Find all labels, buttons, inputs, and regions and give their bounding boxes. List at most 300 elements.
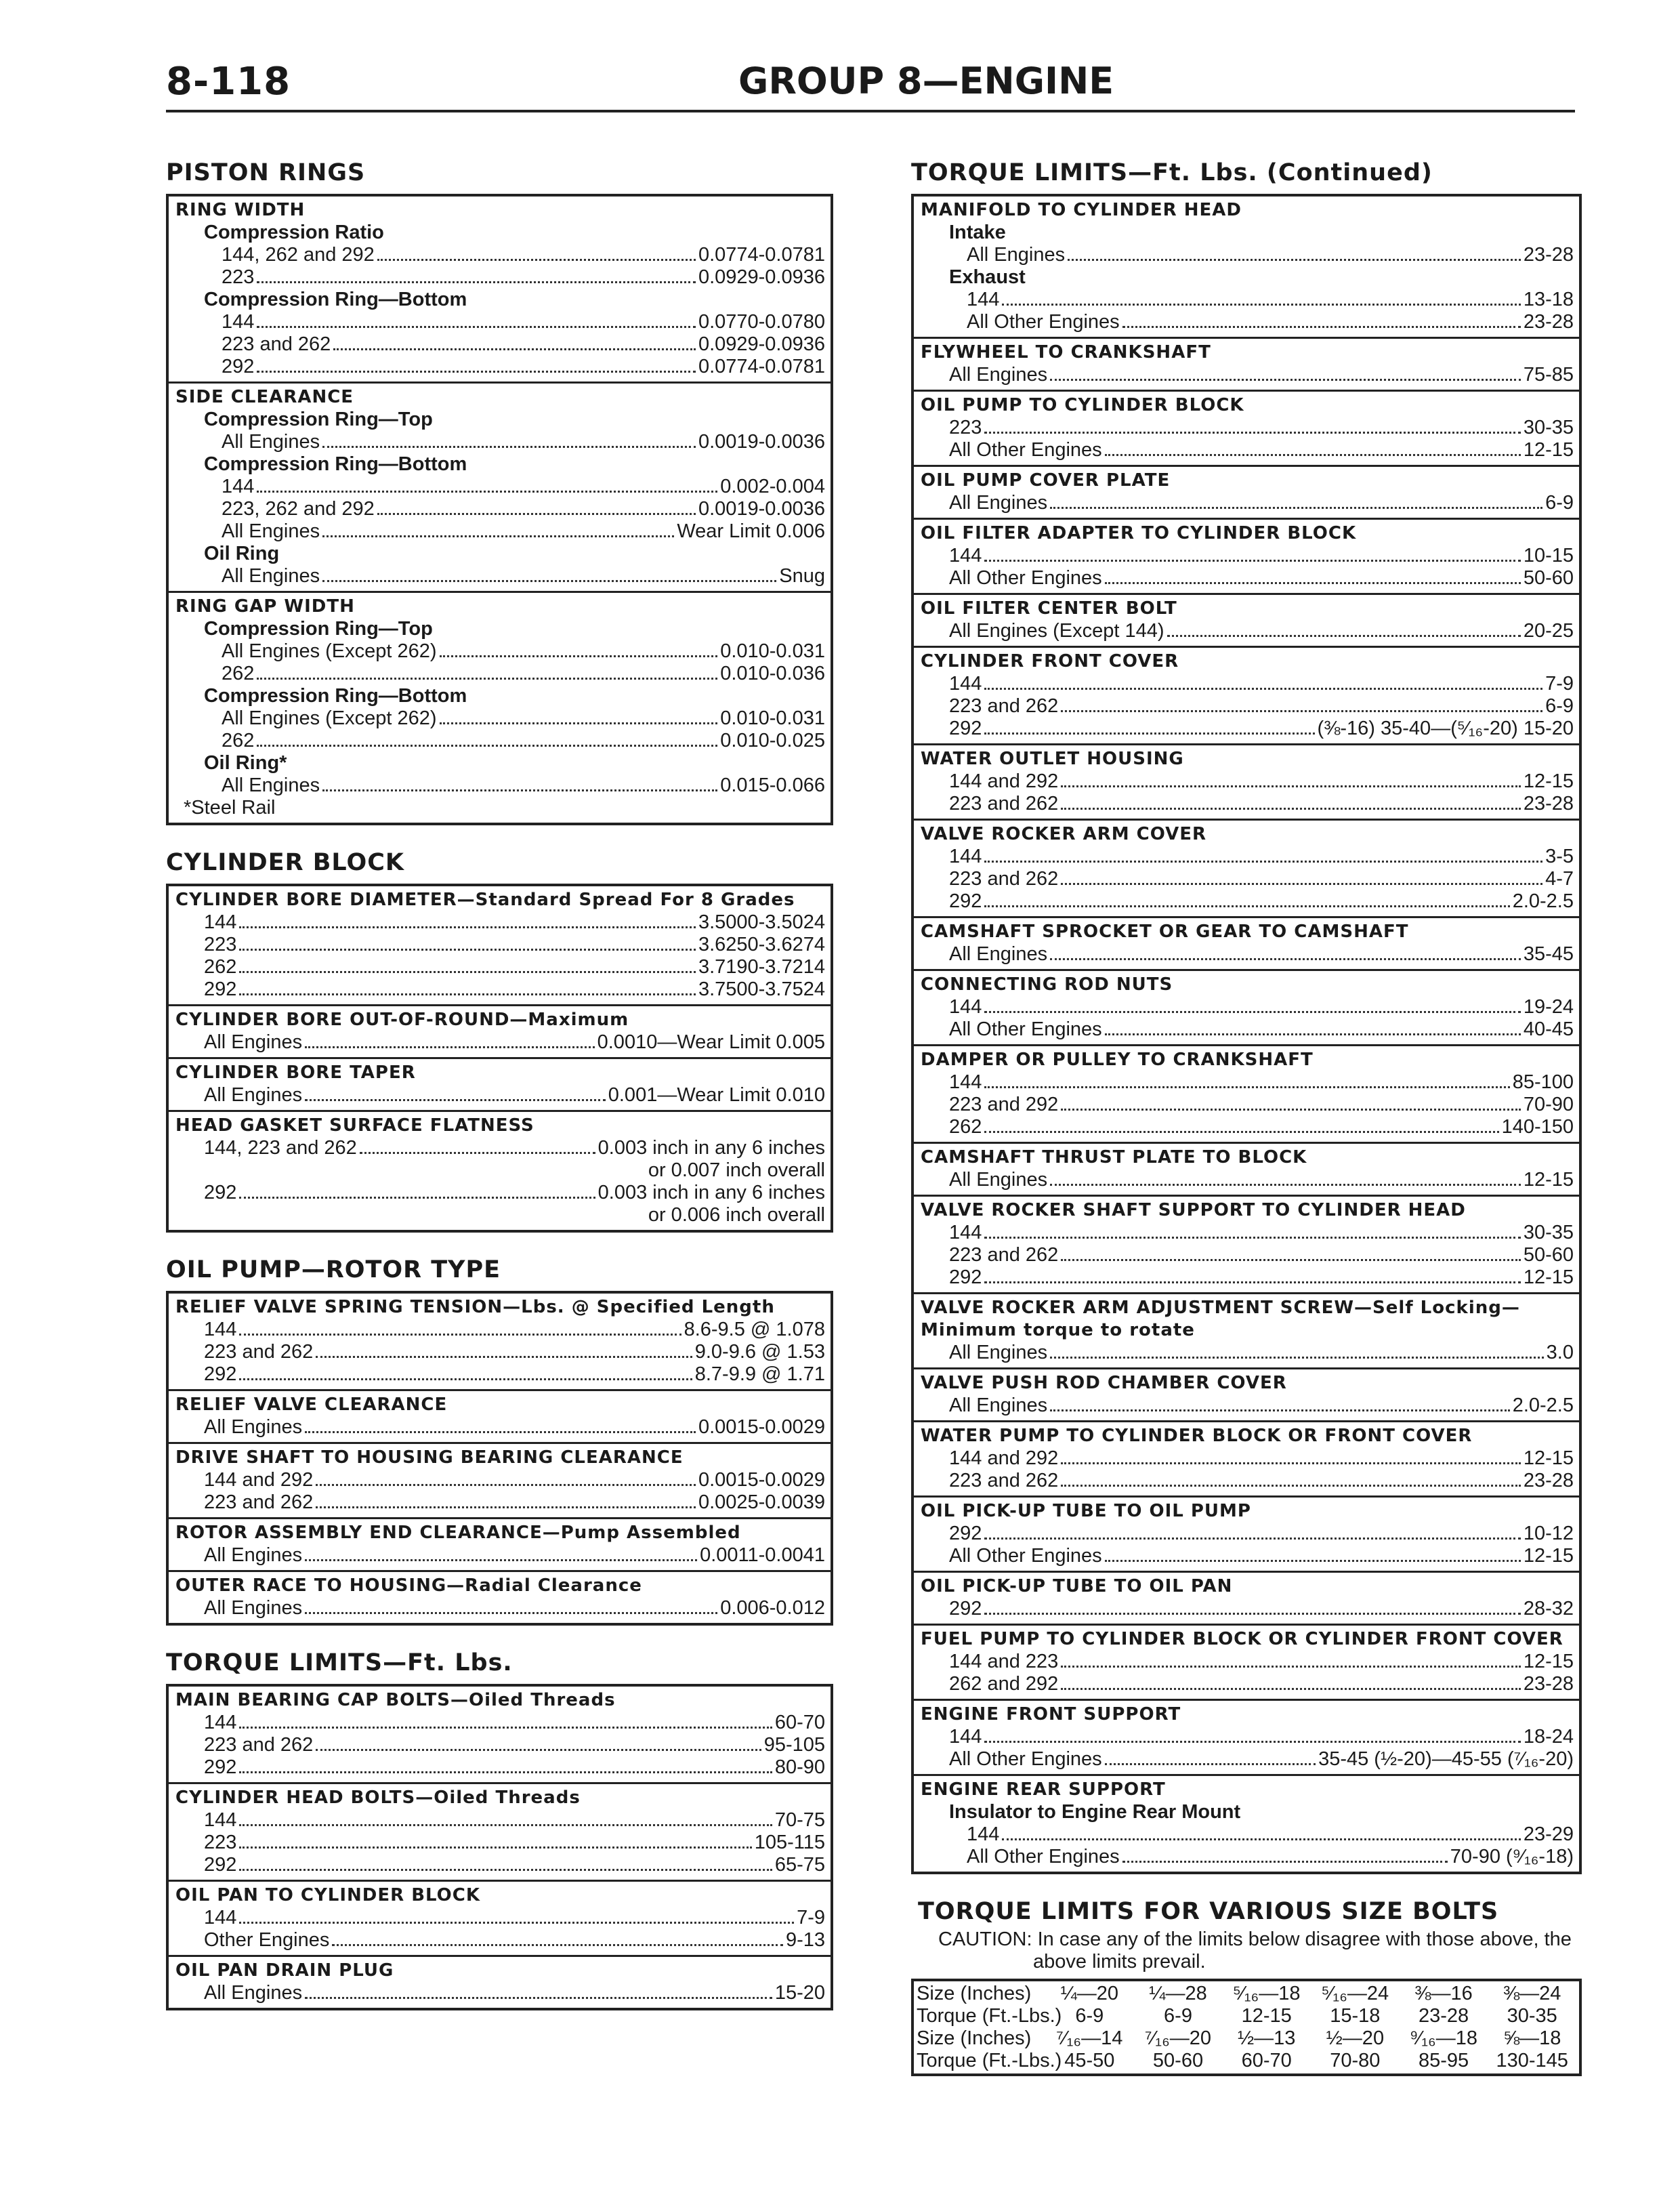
dot-leader <box>1122 326 1521 328</box>
group-heading: WATER OUTLET HOUSING <box>921 749 1184 769</box>
bolt-cell: 130-145 <box>1496 2050 1568 2071</box>
spec-row <box>921 1395 1574 1417</box>
dot-leader <box>1061 785 1521 787</box>
spec-label: 144 <box>949 1071 982 1093</box>
spec-label: 144 <box>967 289 1000 310</box>
spec-section-piston-rings <box>166 156 833 825</box>
group-heading: ROTOR ASSEMBLY END CLEARANCE—Pump Assembled <box>175 1523 741 1543</box>
spec-label: 144 and 292 <box>949 1447 1059 1469</box>
spec-row <box>921 567 1574 590</box>
spec-value: 30-35 <box>1523 1222 1574 1243</box>
dot-leader <box>322 580 776 582</box>
left-column <box>166 156 833 2031</box>
spec-value: 6-9 <box>1545 695 1574 717</box>
spec-label: 144 <box>204 1319 237 1340</box>
spec-group <box>914 197 1579 337</box>
spec-row <box>921 1823 1574 1846</box>
spec-label: 144 <box>222 476 255 497</box>
dot-leader <box>984 1011 1520 1013</box>
spec-value: 35-45 <box>1523 943 1574 965</box>
dot-leader <box>257 491 717 493</box>
section-title: PISTON RINGS <box>166 159 366 186</box>
spec-row <box>175 1416 825 1439</box>
spec-label: 292 <box>204 978 237 1000</box>
bolt-cell: 60-70 <box>1241 2050 1292 2071</box>
spec-label: 223 and 262 <box>204 1734 314 1756</box>
spec-value: 30-35 <box>1523 417 1574 438</box>
dot-leader <box>984 560 1520 562</box>
group-heading: RELIEF VALVE CLEARANCE <box>175 1395 448 1415</box>
spec-label: All Other Engines <box>949 567 1102 589</box>
bolt-cell: 15-18 <box>1330 2005 1381 2027</box>
bolt-cell: ⅜—24 <box>1503 1983 1561 2004</box>
right-sections <box>911 156 1582 1874</box>
group-heading: OIL FILTER ADAPTER TO CYLINDER BLOCK <box>921 523 1357 543</box>
spec-section-oil-pump-rotor-type <box>166 1253 833 1626</box>
group-heading: CAMSHAFT SPROCKET OR GEAR TO CAMSHAFT <box>921 922 1409 942</box>
spec-value: 0.015-0.066 <box>720 775 825 796</box>
spec-group <box>169 1110 831 1230</box>
spec-label: All Engines <box>949 1342 1048 1363</box>
spec-row <box>175 1363 825 1386</box>
dot-leader <box>239 1771 772 1773</box>
spec-row <box>175 663 825 685</box>
spec-row <box>175 520 825 543</box>
spec-label: 144 <box>949 1726 982 1748</box>
spec-value: 6-9 <box>1545 492 1574 514</box>
dot-leader <box>305 1997 772 1999</box>
spec-label: 144 <box>949 1222 982 1243</box>
spec-value: 65-75 <box>774 1854 825 1876</box>
group-heading: CONNECTING ROD NUTS <box>921 974 1173 995</box>
subheading: Insulator to Engine Rear Mount <box>949 1801 1241 1823</box>
spec-value: 23-28 <box>1523 244 1574 266</box>
spec-row <box>921 770 1574 793</box>
spec-row <box>921 1598 1574 1620</box>
group-heading: VALVE ROCKER ARM ADJUSTMENT SCREW—Self Locking— <box>921 1298 1520 1318</box>
dot-leader <box>984 1613 1520 1615</box>
group-heading: CAMSHAFT THRUST PLATE TO BLOCK <box>921 1147 1307 1168</box>
spec-row <box>921 996 1574 1018</box>
spec-value: 3.5000-3.5024 <box>698 911 825 933</box>
dot-leader <box>1050 958 1521 960</box>
spec-value: 0.003 inch in any 6 inches <box>597 1137 825 1159</box>
dot-leader <box>1105 1033 1521 1035</box>
dot-leader <box>239 1727 772 1729</box>
dot-leader <box>1061 1109 1521 1111</box>
spec-group <box>914 1495 1579 1571</box>
spec-row <box>921 1523 1574 1545</box>
group-heading-cont: Minimum torque to rotate <box>921 1320 1195 1340</box>
subheading: Compression Ratio <box>204 222 384 243</box>
spec-row <box>921 492 1574 514</box>
spec-table <box>166 884 833 1233</box>
spec-label: 223 <box>949 417 982 438</box>
spec-label: All Engines <box>949 1395 1048 1416</box>
spec-label: 144 and 292 <box>204 1469 314 1491</box>
group-heading: CYLINDER BORE OUT-OF-ROUND—Maximum <box>175 1010 629 1030</box>
dot-leader <box>305 1559 697 1561</box>
group-heading: RING WIDTH <box>175 200 306 220</box>
spec-row <box>175 333 825 356</box>
bolt-cell: 70-80 <box>1330 2050 1381 2071</box>
section-title: TORQUE LIMITS—Ft. Lbs. (Continued) <box>911 159 1433 186</box>
spec-group <box>914 916 1579 969</box>
bolt-cell: ⅜—16 <box>1414 1983 1473 2004</box>
spec-label: Other Engines <box>204 1929 330 1951</box>
spec-value: 23-28 <box>1523 1470 1574 1491</box>
dot-leader <box>305 1099 606 1101</box>
spec-row <box>175 498 825 520</box>
spec-group <box>914 1774 1579 1872</box>
spec-row <box>175 1982 825 2004</box>
spec-label: 262 <box>222 730 255 751</box>
spec-value: 50-60 <box>1523 1244 1574 1266</box>
spec-value: 0.010-0.031 <box>720 707 825 729</box>
spec-row <box>921 1726 1574 1748</box>
spec-row <box>921 244 1574 266</box>
spec-row <box>175 1854 825 1876</box>
spec-value: 35-45 (½-20)—45-55 (⁷⁄₁₆-20) <box>1318 1748 1574 1770</box>
spec-row <box>921 718 1574 740</box>
spec-row <box>921 1094 1574 1116</box>
dot-leader <box>316 1749 761 1751</box>
spec-label: All Engines <box>222 520 320 542</box>
spec-section-cylinder-block <box>166 846 833 1233</box>
spec-value: 12-15 <box>1523 770 1574 792</box>
spec-row <box>921 1470 1574 1492</box>
spec-label: 144 <box>949 545 982 566</box>
spec-group <box>169 1389 831 1442</box>
spec-group <box>169 1782 831 1880</box>
spec-label: 262 <box>222 663 255 684</box>
spec-row <box>175 311 825 333</box>
subheading: Compression Ring—Bottom <box>204 289 467 310</box>
spec-value: 95-105 <box>763 1734 825 1756</box>
spec-table <box>911 194 1582 1874</box>
bolt-row <box>917 2005 1576 2027</box>
dot-leader <box>377 259 696 261</box>
spec-value: 12-15 <box>1523 1447 1574 1469</box>
bolt-torque-title: TORQUE LIMITS FOR VARIOUS SIZE BOLTS <box>918 1898 1499 1925</box>
spec-label: All Other Engines <box>949 1018 1102 1040</box>
spec-value: 0.0774-0.0781 <box>698 356 825 377</box>
spec-value: 0.0011-0.0041 <box>700 1544 825 1566</box>
spec-group <box>169 591 831 823</box>
spec-label: All Engines <box>204 1084 303 1106</box>
spec-label: 223 <box>204 1832 237 1853</box>
bolt-cell: ⁷⁄₁₆—14 <box>1056 2027 1123 2049</box>
spec-value: 3.7190-3.7214 <box>698 956 825 978</box>
dot-leader <box>984 1237 1520 1239</box>
spec-row <box>175 1734 825 1756</box>
bolt-cell: ¼—28 <box>1149 1983 1207 2004</box>
subheading: Oil Ring <box>204 543 280 564</box>
spec-table <box>166 194 833 825</box>
group-heading: OIL FILTER CENTER BOLT <box>921 598 1177 619</box>
spec-value: 3.6250-3.6274 <box>698 934 825 955</box>
spec-group <box>169 1687 831 1782</box>
spec-value: 12-15 <box>1523 439 1574 461</box>
spec-value: 18-24 <box>1523 1726 1574 1748</box>
section-title: OIL PUMP—ROTOR TYPE <box>166 1256 501 1283</box>
spec-group <box>914 1699 1579 1774</box>
spec-row <box>921 1447 1574 1470</box>
spec-label: 223 and 262 <box>949 1244 1059 1266</box>
spec-value: 85-100 <box>1512 1071 1574 1093</box>
spec-row <box>921 1748 1574 1771</box>
dot-leader <box>984 1537 1520 1540</box>
spec-row <box>175 431 825 453</box>
spec-row <box>175 244 825 266</box>
dot-leader <box>1061 710 1542 712</box>
dot-leader <box>257 326 696 328</box>
spec-label: 223 and 262 <box>949 868 1059 890</box>
spec-label: 223 and 262 <box>949 793 1059 814</box>
dot-leader <box>1050 1409 1510 1411</box>
spec-group <box>914 518 1579 593</box>
spec-label: 292 <box>949 1523 982 1544</box>
spec-value: 0.001—Wear Limit 0.010 <box>608 1084 825 1106</box>
group-heading: CYLINDER HEAD BOLTS—Oiled Threads <box>175 1788 581 1808</box>
dot-leader <box>239 1846 751 1849</box>
spec-label: 292 <box>949 1598 982 1619</box>
spec-label: All Engines <box>949 492 1048 514</box>
spec-value: 0.010-0.031 <box>720 640 825 662</box>
dot-leader <box>360 1152 595 1154</box>
dot-leader <box>239 926 696 928</box>
dot-leader <box>1002 1838 1520 1840</box>
spec-label: 144, 223 and 262 <box>204 1137 357 1159</box>
dot-leader <box>377 513 696 515</box>
spec-value: 0.0019-0.0036 <box>698 431 825 453</box>
bolt-cell: 50-60 <box>1152 2050 1204 2071</box>
spec-value: 9.0-9.6 @ 1.53 <box>694 1341 825 1363</box>
group-heading: FUEL PUMP TO CYLINDER BLOCK OR CYLINDER FRONT COVER <box>921 1629 1563 1649</box>
dot-leader <box>322 535 674 537</box>
dot-leader <box>1002 304 1520 306</box>
bolt-size-table <box>911 1979 1582 2076</box>
bolt-row-label: Torque (Ft.-Lbs.) <box>917 2050 1062 2071</box>
dot-leader <box>257 678 717 680</box>
spec-value: 2.0-2.5 <box>1512 890 1574 912</box>
spec-value: 50-60 <box>1523 567 1574 589</box>
dot-leader <box>1050 1357 1544 1359</box>
dot-leader <box>1167 635 1521 637</box>
bolt-cell: ⁵⁄₁₆—24 <box>1321 1983 1389 2004</box>
spec-row <box>921 439 1574 461</box>
spec-row <box>175 1712 825 1734</box>
spec-label: All Other Engines <box>967 1846 1120 1867</box>
group-heading: OIL PICK-UP TUBE TO OIL PAN <box>921 1576 1233 1596</box>
dot-leader <box>984 905 1509 907</box>
spec-row <box>921 1222 1574 1244</box>
spec-table <box>166 1684 833 2010</box>
spec-row <box>921 289 1574 311</box>
spec-value: 0.003 inch in any 6 inches <box>597 1182 825 1203</box>
spec-value: 0.0774-0.0781 <box>698 244 825 266</box>
subheading: Intake <box>949 222 1006 243</box>
spec-value: 7-9 <box>797 1907 825 1928</box>
dot-leader <box>440 655 718 657</box>
group-heading: OIL PAN DRAIN PLUG <box>175 1960 394 1981</box>
dot-leader <box>1061 1259 1521 1261</box>
spec-label: 223 and 262 <box>204 1491 314 1513</box>
spec-group <box>169 1057 831 1110</box>
dot-leader <box>1061 1462 1521 1464</box>
spec-group <box>169 1517 831 1570</box>
spec-row <box>921 1673 1574 1695</box>
spec-value: 7-9 <box>1545 673 1574 695</box>
spec-value: 23-28 <box>1523 311 1574 333</box>
dot-leader <box>1050 1184 1521 1186</box>
spec-group <box>914 819 1579 916</box>
spec-section-torque-limits-ft-lbs-continued <box>911 156 1582 1874</box>
spec-label: All Engines <box>204 1031 303 1053</box>
group-heading: VALVE ROCKER ARM COVER <box>921 824 1207 844</box>
spec-value: 28-32 <box>1523 1598 1574 1619</box>
spec-row <box>175 565 825 587</box>
spec-label: 144 and 223 <box>949 1651 1059 1672</box>
spec-value: 9-13 <box>785 1929 825 1951</box>
spec-row <box>175 1544 825 1567</box>
spec-group <box>169 1880 831 1955</box>
right-column <box>911 156 1582 2097</box>
spec-value: 0.0770-0.0780 <box>698 311 825 333</box>
dot-leader <box>239 949 696 951</box>
spec-row <box>921 1545 1574 1567</box>
bolt-cell: ⁹⁄₁₆—18 <box>1410 2027 1478 2049</box>
bolt-cell: ¼—20 <box>1060 1983 1119 2004</box>
spec-row <box>175 1809 825 1832</box>
spec-row <box>175 640 825 663</box>
spec-label: 292 <box>204 1182 237 1203</box>
spec-label: All Other Engines <box>967 311 1120 333</box>
spec-group <box>914 1420 1579 1495</box>
spec-group <box>169 1294 831 1389</box>
spec-label: 144 <box>967 1823 1000 1845</box>
group-heading: CYLINDER BORE DIAMETER—Standard Spread For 8 Grades <box>175 890 795 910</box>
spec-group <box>169 381 831 591</box>
bolt-cell: ½—20 <box>1326 2027 1385 2049</box>
spec-row <box>921 943 1574 966</box>
spec-label: 144 <box>222 311 255 333</box>
spec-label: 144 <box>949 846 982 867</box>
spec-row <box>175 730 825 752</box>
spec-label: 262 <box>204 956 237 978</box>
group-heading: MAIN BEARING CAP BOLTS—Oiled Threads <box>175 1690 616 1710</box>
dot-leader <box>1105 582 1521 584</box>
dot-leader <box>322 789 717 791</box>
dot-leader <box>239 971 696 973</box>
spec-row <box>175 1929 825 1952</box>
dot-leader <box>316 1356 692 1358</box>
spec-value: 40-45 <box>1523 1018 1574 1040</box>
spec-label: 223 <box>222 266 255 288</box>
bolt-cell: 23-28 <box>1418 2005 1469 2027</box>
spec-row <box>175 1756 825 1779</box>
spec-row <box>175 956 825 978</box>
spec-group <box>914 1367 1579 1420</box>
bolt-row <box>917 2050 1576 2072</box>
spec-value: 3-5 <box>1545 846 1574 867</box>
spec-label: 223 and 262 <box>949 695 1059 717</box>
dot-leader <box>1050 379 1521 381</box>
spec-value: 105-115 <box>754 1832 825 1853</box>
bolt-cell: ⁵⁄₁₆—18 <box>1232 1983 1301 2004</box>
spec-value: 12-15 <box>1523 1169 1574 1191</box>
spec-label: All Engines (Except 262) <box>222 707 437 729</box>
spec-value: 10-12 <box>1523 1523 1574 1544</box>
spec-value: 0.0010—Wear Limit 0.005 <box>597 1031 825 1053</box>
spec-value: 2.0-2.5 <box>1512 1395 1574 1416</box>
dot-leader <box>333 348 696 350</box>
spec-group <box>169 197 831 381</box>
dot-leader <box>332 1944 783 1946</box>
spec-row <box>175 1084 825 1107</box>
dot-leader <box>305 1046 595 1048</box>
spec-label: 262 <box>949 1116 982 1138</box>
spec-value: 12-15 <box>1523 1266 1574 1288</box>
group-heading: OUTER RACE TO HOUSING—Radial Clearance <box>175 1575 642 1596</box>
spec-row <box>921 1846 1574 1868</box>
spec-group <box>914 1142 1579 1195</box>
group-heading: OIL PUMP COVER PLATE <box>921 470 1171 491</box>
spec-row <box>921 1071 1574 1094</box>
spec-label: 223 and 262 <box>222 333 331 355</box>
bolt-row-label: Torque (Ft.-Lbs.) <box>917 2005 1062 2027</box>
group-heading: ENGINE REAR SUPPORT <box>921 1779 1166 1800</box>
spec-label: 144 <box>204 1809 237 1831</box>
spec-value: 3.7500-3.7524 <box>698 978 825 1000</box>
spec-label: 223 and 292 <box>949 1094 1059 1115</box>
spec-value: 75-85 <box>1523 364 1574 386</box>
spec-value: 15-20 <box>774 1982 825 2004</box>
bolt-cell: 6-9 <box>1164 2005 1192 2027</box>
spec-label: All Other Engines <box>949 1545 1102 1567</box>
dot-leader <box>1105 454 1521 456</box>
dot-leader <box>1061 883 1542 885</box>
spec-group <box>169 1004 831 1057</box>
dot-leader <box>984 1741 1520 1743</box>
bolt-cell: ½—13 <box>1237 2027 1296 2049</box>
dot-leader <box>257 745 717 747</box>
spec-value: 10-15 <box>1523 545 1574 566</box>
spec-label: 292 <box>204 1854 237 1876</box>
subheading: Exhaust <box>949 266 1026 288</box>
group-heading: FLYWHEEL TO CRANKSHAFT <box>921 342 1211 363</box>
group-heading: CYLINDER BORE TAPER <box>175 1062 416 1083</box>
spec-label: 223, 262 and 292 <box>222 498 375 520</box>
spec-label: 292 <box>204 1363 237 1385</box>
spec-value: 80-90 <box>774 1756 825 1778</box>
spec-row <box>175 934 825 956</box>
spec-label: All Engines <box>204 1544 303 1566</box>
bolt-cell: ⁷⁄₁₆—20 <box>1144 2027 1212 2049</box>
spec-value: 0.010-0.025 <box>720 730 825 751</box>
spec-row <box>175 1469 825 1491</box>
spec-row <box>921 1244 1574 1266</box>
group-heading: MANIFOLD TO CYLINDER HEAD <box>921 200 1242 220</box>
bolt-row <box>917 2027 1576 2050</box>
spec-label: All Engines <box>222 775 320 796</box>
dot-leader <box>440 722 718 724</box>
bolt-cell: 30-35 <box>1507 2005 1557 2027</box>
spec-label: All Engines <box>967 244 1066 266</box>
spec-row <box>921 1018 1574 1041</box>
spec-row <box>921 1342 1574 1364</box>
spec-row <box>175 1491 825 1514</box>
